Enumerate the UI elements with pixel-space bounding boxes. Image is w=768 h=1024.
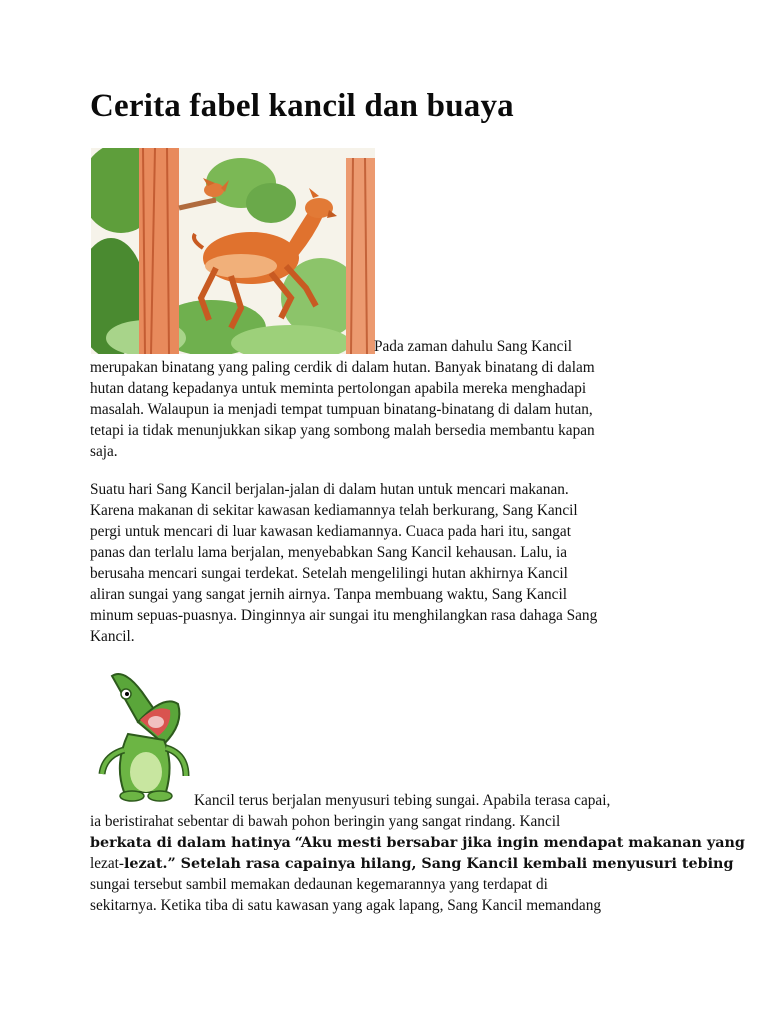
paragraph-3-line [90,855,733,873]
paragraph-3-line: sekitarnya. Ketika tiba di satu kawasan yang agak lapang, Sang Kancil memandang [90,897,602,914]
paragraph-3-line: sungai tersebut sambil memakan dedaunan kegemarannya yang terdapat di [90,876,548,893]
page-title: Cerita fabel kancil dan buaya [90,88,514,124]
deer-illustration [91,148,375,354]
paragraph-1-first-line: Pada zaman dahulu Sang Kancil [374,338,572,355]
paragraph-1-line: saja. [90,443,118,460]
paragraph-1-line: hutan datang kepadanya untuk meminta pertolongan apabila mereka menghadapi [90,380,587,397]
paragraph-3-quote: lezat.” Setelah rasa capainya hilang, Sang Kancil kembali menyusuri tebing [123,856,734,872]
paragraph-2-line: panas dan terlalu lama berjalan, menyebabkan Sang Kancil kehausan. Lalu, ia [90,544,567,561]
paragraph-3-text: lezat- [90,855,124,872]
paragraph-3-line: ia beristirahat sebentar di bawah pohon beringin yang sangat rindang. Kancil [90,813,561,830]
paragraph-1-line: merupakan binatang yang paling cerdik di dalam hutan. Banyak binatang di dalam [90,359,595,376]
paragraph-2-line: pergi untuk mencari di luar kawasan kediamannya. Cuaca pada hari itu, sangat [90,523,571,540]
paragraph-2-line: Karena makanan di sekitar kawasan kediamannya telah berkurang, Sang Kancil [90,502,578,519]
crocodile-illustration [94,664,194,806]
paragraph-1-line: tetapi ia tidak menunjukkan sikap yang sombong malah bersedia membantu kapan [90,422,595,439]
paragraph-1-line: masalah. Walaupun ia menjadi tempat tumpuan binatang-binatang di dalam hutan, [90,401,593,418]
paragraph-3-first-line: Kancil terus berjalan menyusuri tebing sungai. Apabila terasa capai, [194,792,611,809]
paragraph-2-line: Suatu hari Sang Kancil berjalan-jalan di dalam hutan untuk mencari makanan. [90,481,569,498]
paragraph-3-quote: “Aku mesti bersabar jika ingin mendapat makanan yang [294,835,745,851]
paragraph-2-line: berusaha mencari sungai terdekat. Setelah mengelilingi hutan akhirnya Kancil [90,565,568,582]
paragraph-3-line [90,834,745,852]
paragraph-3-text: berkata di dalam hatinya [90,835,291,851]
paragraph-2-line: minum sepuas-puasnya. Dinginnya air sungai itu menghilangkan rasa dahaga Sang [90,607,598,624]
paragraph-2-line: aliran sungai yang sangat jernih airnya. Tanpa membuang waktu, Sang Kancil [90,586,567,603]
paragraph-2-line: Kancil. [90,628,135,645]
